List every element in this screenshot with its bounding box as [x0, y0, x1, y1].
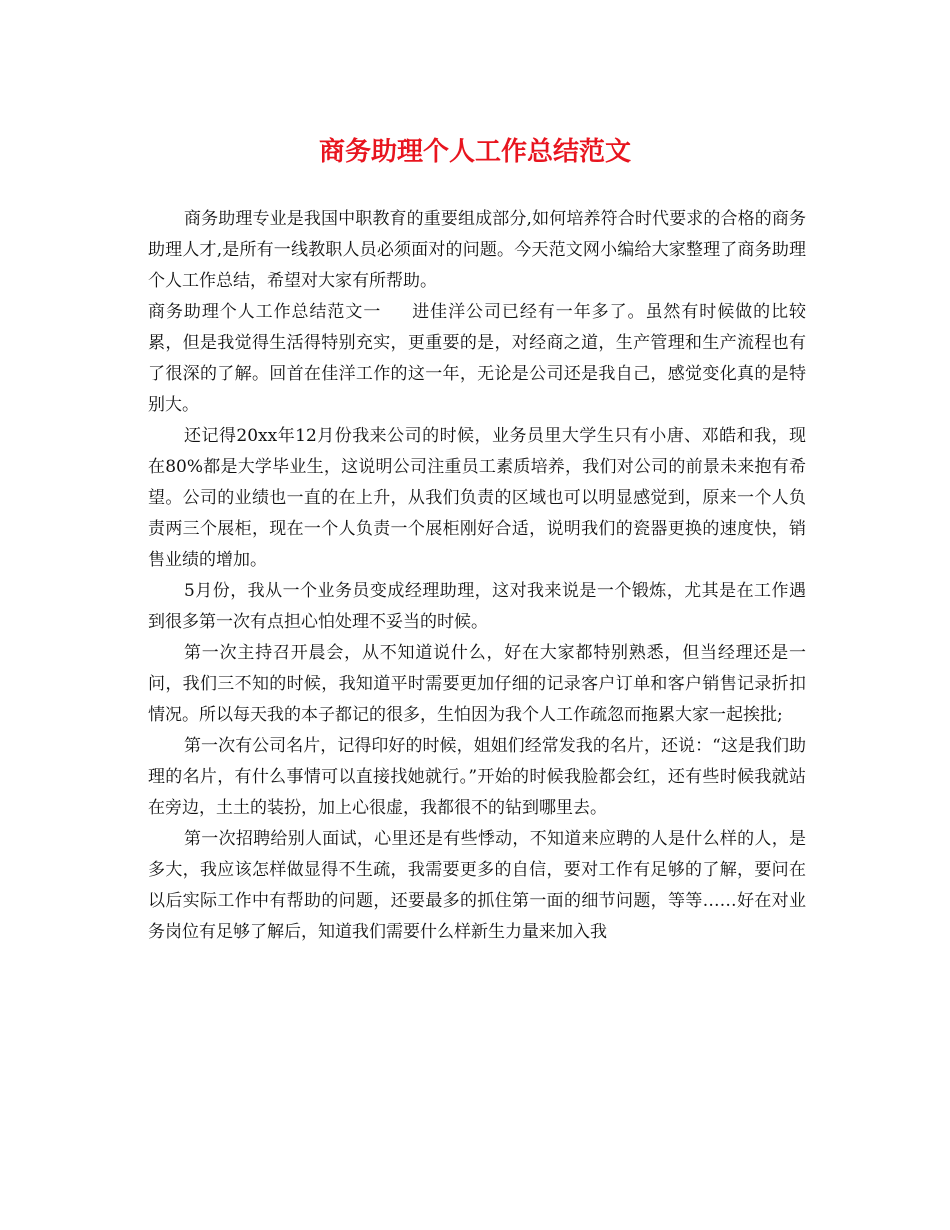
section-paragraph — [148, 297, 806, 421]
body-paragraph: 第一次有公司名片，记得印好的时候，姐姐们经常发我的名片，还说：“这是我们助理的名片，有什么事情可以直接找她就行。”开始的时候我脸都会红，还有些时候我就站在旁边，土土的装扮，加上心很虚，我都很不的钻到哪里去。 — [148, 736, 806, 818]
body-paragraph: 第一次主持召开晨会，从不知道说什么，好在大家都特别熟悉，但当经理还是一问，我们三不知的时候，我知道平时需要更加仔细的记录客户订单和客户销售记录折扣情况。所以每天我的本子都记的很多，生怕因为我个人工作疏忽而拖累大家一起挨批; — [148, 643, 806, 725]
body-paragraph: 5月份，我从一个业务员变成经理助理，这对我来说是一个锻炼，尤其是在工作遇到很多第一次有点担心怕处理不妥当的时候。 — [148, 581, 806, 632]
body-paragraph: 还记得20xx年12月份我来公司的时候，业务员里大学生只有小唐、邓皓和我，现在80%都是大学毕业生，这说明公司注重员工素质培养，我们对公司的前景未来抱有希望。公司的业绩也一直的在上升，从我们负责的区域也可以明显感觉到，原来一个人负责两三个展柜，现在一个人负责一个展柜刚好合适，说明我们的瓷器更换的速度快，销售业绩的增加。 — [148, 426, 806, 570]
document-body — [148, 204, 806, 948]
section-first-text: 进佳洋公司已经有一年多了。虽然有时候做的比较累，但是我觉得生活得特别充实，更重要的是，对经商之道，生产管理和生产流程也有了很深的了解。回首在佳洋工作的这一年，无论是公司还是我自己，感觉变化真的是特别大。 — [148, 302, 807, 415]
intro-paragraph: 商务助理专业是我国中职教育的重要组成部分,如何培养符合时代要求的合格的商务助理人才,是所有一线教职人员必须面对的问题。今天范文网小编给大家整理了商务助理个人工作总结，希望对大家有所帮助。 — [148, 209, 806, 291]
page-title: 商务助理个人工作总结范文 — [318, 137, 631, 167]
body-paragraph: 第一次招聘给别人面试，心里还是有些悸动，不知道来应聘的人是什么样的人，是多大，我应该怎样做显得不生疏，我需要更多的自信，要对工作有足够的了解，要问在以后实际工作中有帮助的问题，还要最多的抓住第一面的细节问题，等等……好在对业务岗位有足够了解后，知道我们需要什么样新生力量来加入我 — [148, 829, 806, 942]
section-heading: 商务助理个人工作总结范文一 — [148, 302, 382, 322]
